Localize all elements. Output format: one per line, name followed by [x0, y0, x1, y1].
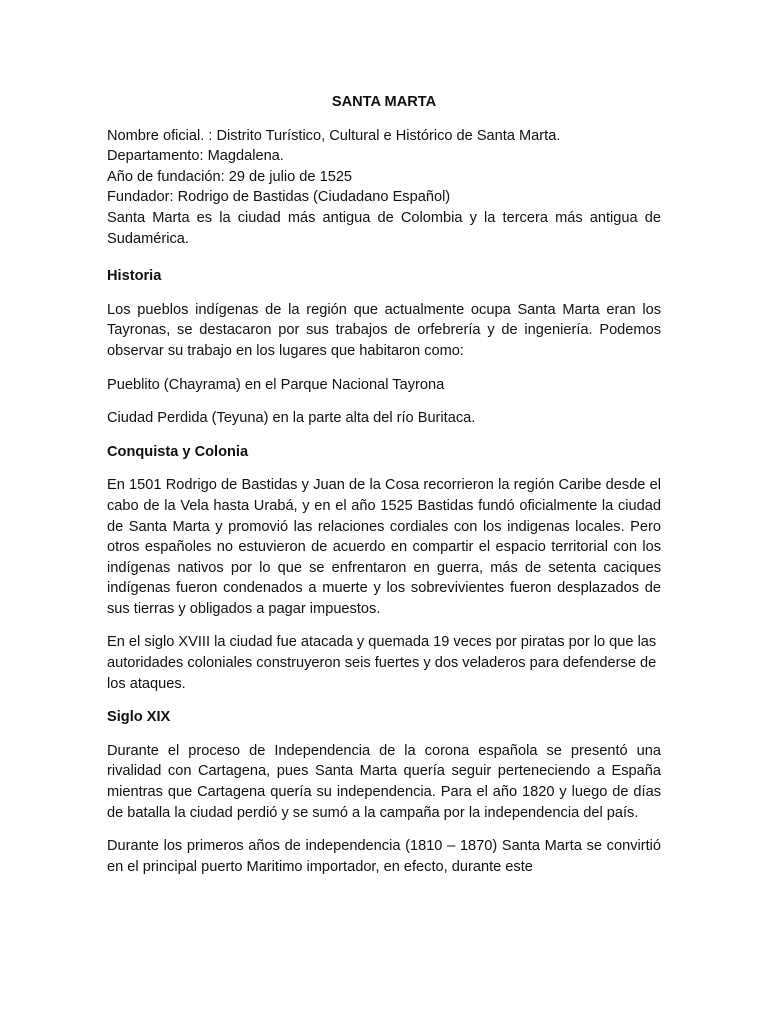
info-founder: Fundador: Rodrigo de Bastidas (Ciudadano Español) [107, 189, 451, 206]
document-title: SANTA MARTA [331, 94, 437, 110]
siglo-xix-paragraph-2: Durante los primeros años de independencia (1810 – 1870) Santa Marta se convirtió en el principal puerto Maritimo importador, en efecto, durante este [107, 838, 661, 875]
info-official-name: Nombre oficial. : Distrito Turístico, Cultural e Histórico de Santa Marta. [107, 127, 561, 144]
conquista-paragraph-1: En 1501 Rodrigo de Bastidas y Juan de la Cosa recorrieron la región Caribe desde el cabo de la Vela hasta Urabá, y en el año 1525 Bastidas fundó oficialmente la ciudad de Santa Marta y promovió las relaciones cordiales con los indigenas locales. Pero otros españoles no estuvieron de acuerdo en compartir el espacio territorial con los indígenas nativos por lo que se enfrentaron en guerra, más de setenta caciques indígenas fueron condenados a muerte y los sobrevivientes fueron desplazados de sus tierras y obligados a pagar impuestos. [107, 477, 661, 617]
heading-historia: Historia [107, 268, 162, 285]
info-summary: Santa Marta es la ciudad más antigua de Colombia y la tercera más antigua de Sudamérica. [107, 209, 661, 247]
info-block [107, 126, 661, 250]
siglo-xix-paragraph-1: Durante el proceso de Independencia de la corona española se presentó una rivalidad con Cartagena, pues Santa Marta quería seguir perteneciendo a España mientras que Cartagena quería su independencia. Para el año 1820 y luego de días de batalla la ciudad perdió y se sumó a la campaña por la independencia del país. [107, 742, 661, 821]
historia-paragraph-1: Los pueblos indígenas de la región que actualmente ocupa Santa Marta eran los Tayronas, se destacaron por sus trabajos de orfebrería y de ingeniería. Podemos observar su trabajo en los lugares que habitaron como: [107, 301, 661, 359]
heading-siglo-xix: Siglo XIX [107, 709, 171, 726]
conquista-paragraph-2: En el siglo XVIII la ciudad fue atacada y quemada 19 veces por piratas por lo que las autoridades coloniales construyeron seis fuertes y dos veladeros para defenderse de los ataques. [107, 634, 657, 692]
info-founding-date: Año de fundación: 29 de julio de 1525 [107, 168, 353, 185]
historia-paragraph-2: Pueblito (Chayrama) en el Parque Nacional Tayrona [107, 376, 445, 393]
info-department: Departamento: Magdalena. [107, 148, 284, 165]
document-page [107, 92, 661, 877]
heading-conquista-colonia: Conquista y Colonia [107, 443, 249, 460]
historia-paragraph-3: Ciudad Perdida (Teyuna) en la parte alta del río Buritaca. [107, 410, 476, 427]
